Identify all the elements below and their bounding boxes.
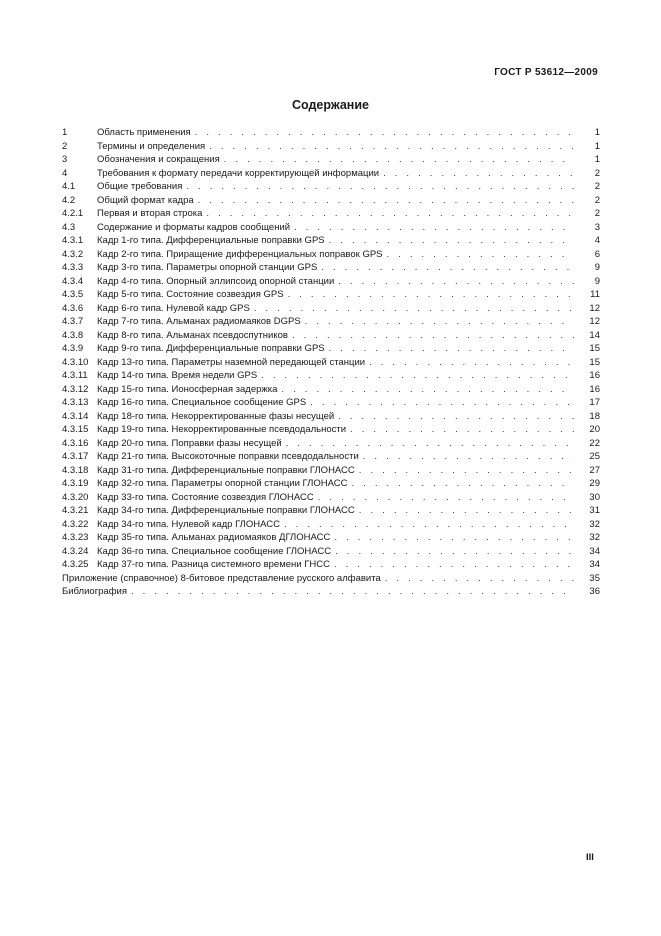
toc-entry-page: 16 (589, 370, 600, 381)
toc-entry[interactable] (62, 140, 600, 154)
toc-entry-number: 4.3.10 (62, 356, 89, 368)
toc-entry-title: Кадр 9-го типа. Дифференциальные поправки GPS (97, 343, 325, 354)
toc-entry-title: Приложение (справочное) 8-битовое представление русского алфавита (62, 572, 381, 584)
toc-entry-number: 4.3.21 (62, 505, 89, 516)
toc-entry-title: Кадр 20-го типа. Поправки фазы несущей (97, 437, 282, 449)
dot-leader (350, 423, 574, 437)
toc-entry-number: 4.3.23 (62, 532, 89, 543)
toc-entry[interactable] (62, 518, 600, 532)
toc-entry-title: Кадр 6-го типа. Нулевой кадр GPS (97, 302, 250, 314)
toc-entry-number: 4.3.2 (62, 248, 84, 260)
toc-entry[interactable] (62, 275, 600, 289)
dot-leader (281, 383, 574, 397)
toc-entry[interactable] (62, 369, 600, 383)
dot-leader (385, 572, 574, 586)
toc-entry[interactable] (62, 221, 600, 235)
toc-entry-page: 17 (589, 397, 600, 408)
toc-entry-page: 34 (589, 545, 600, 557)
toc-entry[interactable] (62, 288, 600, 302)
toc-entry-title: Кадр 8-го типа. Альманах псевдоспутников (97, 329, 288, 341)
toc-entry[interactable] (62, 477, 600, 491)
toc-entry[interactable] (62, 126, 600, 140)
toc-entry-page: 9 (594, 275, 600, 287)
toc-entry-number: 4.1 (62, 181, 76, 192)
toc-entry[interactable] (62, 531, 600, 545)
dot-leader (329, 234, 574, 248)
dot-leader (209, 140, 574, 154)
toc-entry-page: 3 (594, 221, 600, 233)
toc-entry-title: Кадр 15-го типа. Ионосферная задержка (97, 383, 278, 395)
toc-entry[interactable] (62, 194, 600, 208)
toc-entry-number: 4.3 (62, 221, 76, 233)
toc-entry[interactable] (62, 572, 600, 586)
toc-entry-title: Кадр 13-го типа. Параметры наземной передающей станции (97, 356, 366, 368)
toc-entry-page: 16 (589, 383, 600, 395)
toc-entry-page: 1 (594, 140, 600, 152)
toc-entry[interactable] (62, 167, 600, 181)
toc-entry[interactable] (62, 248, 600, 262)
dot-leader (338, 275, 574, 289)
toc-entry-page: 34 (589, 559, 600, 570)
dot-leader (359, 464, 574, 478)
toc-entry-title: Общие требования (97, 181, 183, 192)
toc-entry-title: Кадр 31-го типа. Дифференциальные поправки ГЛОНАСС (97, 464, 355, 476)
toc-entry-title: Общий формат кадра (97, 194, 194, 206)
toc-entry-number: 4.3.20 (62, 491, 89, 503)
dot-leader (318, 491, 574, 505)
dot-leader (329, 342, 574, 356)
dot-leader (206, 207, 574, 221)
toc-entry[interactable] (62, 410, 600, 424)
toc-entry-number: 4.2.1 (62, 208, 84, 219)
dot-leader (359, 504, 574, 518)
toc-entry-title: Требования к формату передачи корректирующей информации (97, 167, 380, 179)
toc-entry-page: 32 (589, 518, 600, 530)
toc-entry-title: Кадр 37-го типа. Разница системного времени ГНСС (97, 559, 330, 570)
toc-entry-page: 6 (594, 248, 600, 260)
toc-entry-page: 14 (589, 329, 600, 341)
dot-leader (131, 585, 574, 599)
toc-entry-page: 4 (594, 235, 600, 246)
toc-entry-page: 29 (589, 478, 600, 489)
toc-entry-page: 11 (590, 289, 600, 300)
dot-leader (334, 558, 574, 572)
dot-leader (198, 194, 574, 208)
toc-entry-title: Кадр 16-го типа. Специальное сообщение GPS (97, 397, 307, 408)
toc-entry-page: 9 (594, 262, 600, 273)
dot-leader (305, 315, 574, 329)
toc-entry[interactable] (62, 207, 600, 221)
toc-entry-number: 4.3.3 (62, 262, 84, 273)
toc-entry-title: Обозначения и сокращения (97, 154, 220, 165)
dot-leader (321, 261, 574, 275)
toc-entry-page: 35 (589, 572, 600, 584)
toc-entry-title: Кадр 34-го типа. Дифференциальные поправки ГЛОНАСС (97, 505, 355, 516)
toc-entry-number: 4.3.24 (62, 545, 89, 557)
toc-entry-page: 25 (589, 451, 600, 462)
toc-entry-number: 4.3.4 (62, 275, 84, 287)
toc-entry-page: 12 (589, 302, 600, 314)
dot-leader (261, 369, 574, 383)
dot-leader (254, 302, 574, 316)
toc-entry[interactable] (62, 261, 600, 275)
dot-leader (292, 329, 574, 343)
page-title: Содержание (291, 98, 369, 112)
toc-entry-title: Кадр 32-го типа. Параметры опорной станции ГЛОНАСС (97, 478, 348, 489)
toc-entry[interactable] (62, 558, 600, 572)
dot-leader (288, 288, 574, 302)
toc-entry-number: 1 (62, 127, 68, 138)
toc-entry-title: Кадр 5-го типа. Состояние созвездия GPS (97, 289, 284, 300)
toc-entry[interactable] (62, 302, 600, 316)
toc-entry-title: Кадр 4-го типа. Опорный эллипсоид опорной станции (97, 275, 335, 287)
toc-entry-page: 18 (589, 410, 600, 422)
toc-entry-number: 4.3.1 (62, 235, 84, 246)
toc-entry-title: Кадр 33-го типа. Состояние созвездия ГЛОНАСС (97, 491, 314, 503)
toc-entry-page: 1 (594, 127, 600, 138)
toc-entry[interactable] (62, 153, 600, 167)
toc-entry[interactable] (62, 342, 600, 356)
dot-leader (387, 248, 574, 262)
toc-entry[interactable] (62, 315, 600, 329)
toc-entry[interactable] (62, 234, 600, 248)
toc-entry[interactable] (62, 383, 600, 397)
document-header: ГОСТ Р 53612—2009 (494, 67, 598, 78)
toc-entry-page: 12 (589, 316, 600, 327)
dot-leader (338, 410, 574, 424)
toc-entry-number: 4.3.25 (62, 559, 89, 570)
toc-entry-page: 22 (589, 437, 600, 449)
toc-entry-page: 27 (589, 464, 600, 476)
toc-entry-page: 2 (594, 181, 600, 192)
dot-leader (335, 545, 574, 559)
dot-leader (383, 167, 574, 181)
dot-leader (369, 356, 574, 370)
table-of-contents (62, 126, 600, 599)
toc-entry-number: 4.3.14 (62, 410, 89, 422)
dot-leader (186, 180, 574, 194)
toc-entry[interactable] (62, 356, 600, 370)
toc-entry-page: 2 (594, 208, 600, 219)
toc-entry[interactable] (62, 437, 600, 451)
toc-entry[interactable] (62, 423, 600, 437)
toc-entry-title: Кадр 2-го типа. Приращение дифференциальных поправок GPS (97, 248, 383, 260)
toc-entry-title: Кадр 19-го типа. Некорректированные псевдодальности (97, 424, 347, 435)
toc-entry-title: Кадр 36-го типа. Специальное сообщение ГЛОНАСС (97, 545, 332, 557)
toc-entry-title: Кадр 1-го типа. Дифференциальные поправки GPS (97, 235, 325, 246)
toc-entry-page: 2 (594, 194, 600, 206)
toc-entry-number: 4.3.22 (62, 518, 89, 530)
toc-entry[interactable] (62, 504, 600, 518)
toc-entry-title: Кадр 35-го типа. Альманах радиомаяков ДГЛОНАСС (97, 532, 331, 543)
toc-entry-number: 2 (62, 140, 68, 152)
toc-entry-number: 4.3.12 (62, 383, 89, 395)
toc-entry[interactable] (62, 491, 600, 505)
toc-entry-page: 15 (589, 356, 600, 368)
toc-entry-number: 4.3.13 (62, 397, 89, 408)
toc-entry[interactable] (62, 545, 600, 559)
toc-entry-title: Первая и вторая строка (97, 208, 203, 219)
dot-leader (294, 221, 574, 235)
toc-entry-page: 31 (589, 505, 600, 516)
toc-entry[interactable] (62, 396, 600, 410)
toc-entry-page: 36 (589, 586, 600, 597)
toc-entry-title: Кадр 3-го типа. Параметры опорной станции GPS (97, 262, 318, 273)
toc-entry[interactable] (62, 585, 600, 599)
dot-leader (195, 126, 574, 140)
toc-entry-number: 4.3.18 (62, 464, 89, 476)
toc-entry-number: 4.3.8 (62, 329, 84, 341)
toc-entry[interactable] (62, 329, 600, 343)
dot-leader (334, 531, 574, 545)
toc-entry-number: 4 (62, 167, 68, 179)
toc-entry-page: 20 (589, 424, 600, 435)
toc-entry[interactable] (62, 450, 600, 464)
toc-entry-title: Кадр 21-го типа. Высокоточные поправки псевдодальности (97, 451, 359, 462)
toc-entry-title: Кадр 14-го типа. Время недели GPS (97, 370, 258, 381)
dot-leader (363, 450, 574, 464)
toc-entry[interactable] (62, 464, 600, 478)
toc-entry-number: 4.2 (62, 194, 76, 206)
toc-entry-title: Кадр 7-го типа. Альманах радиомаяков DGPS (97, 316, 301, 327)
toc-entry-number: 4.3.11 (62, 370, 88, 381)
dot-leader (284, 518, 574, 532)
toc-entry-title: Библиография (62, 586, 127, 597)
toc-entry-page: 2 (594, 167, 600, 179)
toc-entry-page: 1 (594, 154, 600, 165)
toc-entry-number: 4.3.5 (62, 289, 84, 300)
toc-entry-title: Кадр 34-го типа. Нулевой кадр ГЛОНАСС (97, 518, 281, 530)
dot-leader (310, 396, 574, 410)
toc-entry-title: Кадр 18-го типа. Некорректированные фазы несущей (97, 410, 335, 422)
toc-entry-page: 32 (589, 532, 600, 543)
toc-entry-title: Содержание и форматы кадров сообщений (97, 221, 291, 233)
dot-leader (224, 153, 574, 167)
toc-entry-number: 4.3.9 (62, 343, 84, 354)
toc-entry-number: 4.3.17 (62, 451, 89, 462)
toc-entry-number: 3 (62, 154, 68, 165)
toc-entry-number: 4.3.15 (62, 424, 89, 435)
toc-entry-number: 4.3.6 (62, 302, 84, 314)
toc-entry-title: Термины и определения (97, 140, 206, 152)
toc-entry-title: Область применения (97, 127, 191, 138)
toc-entry-number: 4.3.7 (62, 316, 84, 327)
toc-entry-number: 4.3.19 (62, 478, 89, 489)
dot-leader (286, 437, 574, 451)
toc-entry-page: 15 (589, 343, 600, 354)
page-number: III (586, 852, 594, 863)
toc-entry-page: 30 (589, 491, 600, 503)
toc-entry[interactable] (62, 180, 600, 194)
toc-entry-number: 4.3.16 (62, 437, 89, 449)
dot-leader (351, 477, 574, 491)
